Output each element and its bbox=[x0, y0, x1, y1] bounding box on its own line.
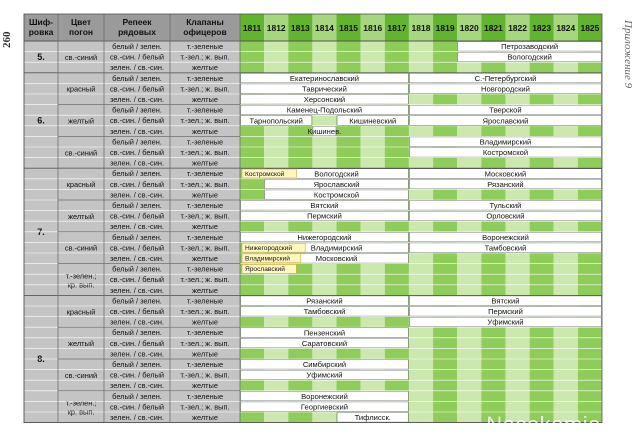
piping-cell: белый / зелен. bbox=[112, 360, 162, 369]
flaps-cell: т.-зеленые bbox=[186, 296, 224, 306]
regiment-name: Пермский bbox=[488, 307, 523, 317]
flaps-cell: т.-зеленые bbox=[186, 264, 224, 274]
regiment-name: Екатеринославский bbox=[289, 73, 360, 83]
regiment-name: Саратовский bbox=[301, 338, 348, 348]
strap-color-2: кр. вып. bbox=[67, 280, 95, 290]
flaps-cell: т.-зел.; ж. вып. bbox=[180, 116, 230, 126]
flaps-cell: т.-зеленые bbox=[186, 360, 224, 369]
regiment-name: Тамбовский bbox=[303, 307, 346, 317]
piping-cell: зелен. / св.-син. bbox=[110, 190, 164, 200]
flaps-cell: желтые bbox=[192, 254, 218, 263]
regiment-name: Кишинев. bbox=[307, 126, 342, 136]
year-label: 1822 bbox=[508, 23, 527, 33]
regiment-name: Новгородский bbox=[481, 84, 530, 94]
header-strap: погон bbox=[68, 27, 94, 37]
flaps-cell: т.-зел.; ж. вып. bbox=[180, 84, 230, 94]
cipher-code: 5. bbox=[37, 51, 45, 62]
year-label: 1815 bbox=[339, 23, 359, 33]
regiment-name: Уфимский bbox=[487, 317, 524, 327]
piping-cell: зелен. / св.-син. bbox=[110, 95, 164, 104]
piping-cell: зелен. / св.-син. bbox=[110, 254, 164, 263]
piping-cell: белый / зелен. bbox=[112, 201, 162, 210]
page-number: 260 bbox=[1, 31, 13, 48]
regiment-name: Рязанский bbox=[306, 296, 343, 306]
flaps-cell: т.-зеленые bbox=[186, 328, 224, 338]
regiment-name: Костромской bbox=[313, 190, 360, 200]
piping-cell: белый / зелен. bbox=[112, 264, 162, 274]
piping-cell: зелен. / св.-син. bbox=[110, 158, 164, 168]
strap-color: св.-синий bbox=[64, 243, 98, 253]
piping-cell: зелен. / св.-син. bbox=[110, 349, 164, 359]
regiment-name: Херсонский bbox=[303, 95, 346, 105]
regiment-name: Владимирский bbox=[479, 137, 532, 147]
regiment-name: Московский bbox=[484, 169, 527, 179]
regiment-name: Орловский bbox=[486, 211, 525, 221]
strap-color: желтый bbox=[68, 339, 94, 349]
piping-cell: зелен. / св.-син. bbox=[110, 413, 164, 422]
flaps-cell: желтые bbox=[192, 285, 218, 295]
flaps-cell: желтые bbox=[192, 63, 218, 73]
regiment-name: Вятский bbox=[310, 201, 339, 211]
flaps-cell: т.-зеленые bbox=[186, 169, 224, 179]
regiment-name: Рязанский bbox=[487, 179, 524, 189]
regiment-name: Каменец-Подольский bbox=[286, 105, 363, 115]
year-label: 1816 bbox=[363, 23, 383, 33]
header-strap: Цвет bbox=[70, 17, 92, 27]
year-label: 1817 bbox=[387, 23, 407, 33]
regiment-name: Георгиевский bbox=[300, 402, 348, 412]
year-label: 1823 bbox=[532, 23, 552, 33]
regiment-name: Таврический bbox=[302, 84, 347, 94]
cipher-code: 8. bbox=[37, 354, 45, 364]
regiment-name: Тамбовский bbox=[484, 243, 527, 253]
regiment-name: Петрозаводский bbox=[501, 42, 559, 52]
regiment-name: Вологодский bbox=[314, 169, 359, 179]
strap-color: красный bbox=[66, 84, 96, 94]
piping-cell: белый / зелен. bbox=[112, 169, 162, 179]
regiment-name: Воронежский bbox=[301, 391, 348, 401]
flaps-cell: т.-зел.; ж. вып. bbox=[180, 148, 230, 157]
year-label: 1813 bbox=[290, 23, 310, 33]
flaps-cell: желтые bbox=[192, 317, 218, 327]
strap-color: красный bbox=[66, 307, 96, 317]
flaps-cell: т.-зел.; ж. вып. bbox=[180, 307, 230, 316]
regiment-name: С.-Петербургский bbox=[474, 73, 537, 83]
flaps-cell: т.-зеленые bbox=[186, 137, 224, 147]
flaps-cell: желтые bbox=[192, 126, 218, 136]
regiment-name: Московский bbox=[315, 254, 358, 264]
strap-color: т.-зелен.; bbox=[65, 271, 97, 281]
flaps-cell: т.-зел.; ж. вып. bbox=[180, 211, 230, 221]
piping-cell: св.-син. / белый bbox=[109, 179, 165, 189]
flaps-cell: желтые bbox=[192, 413, 218, 422]
flaps-cell: т.-зеленые bbox=[186, 391, 224, 401]
year-label: 1811 bbox=[242, 23, 262, 33]
note-text: Нижегородский bbox=[245, 245, 293, 252]
regiment-name: Симбирский bbox=[302, 360, 347, 370]
year-label: 1824 bbox=[556, 23, 576, 33]
piping-cell: белый / зелен. bbox=[112, 232, 162, 242]
flaps-cell: т.-зел.; ж. вып. bbox=[180, 402, 230, 412]
flaps-cell: т.-зеленые bbox=[186, 232, 224, 242]
regiment-name: Пермский bbox=[307, 211, 342, 221]
piping-cell: св.-син. / белый bbox=[109, 148, 165, 157]
regiment-name: Ярославский bbox=[313, 179, 360, 189]
piping-cell: св.-син. / белый bbox=[109, 211, 165, 221]
piping-cell: белый / зелен. bbox=[112, 391, 162, 401]
year-label: 1825 bbox=[580, 23, 600, 33]
note-text: Костромской bbox=[245, 170, 285, 178]
strap-color: желтый bbox=[68, 116, 94, 126]
regiment-name: Ярославский bbox=[482, 116, 529, 126]
flaps-cell: т.-зел.; ж. вып. bbox=[180, 52, 230, 62]
note-text: Владимирский bbox=[245, 255, 290, 263]
year-label: 1818 bbox=[411, 23, 431, 33]
piping-cell: св.-син. / белый bbox=[109, 307, 165, 316]
regiment-name: Нижегородский bbox=[297, 232, 352, 242]
year-label: 1820 bbox=[459, 23, 479, 33]
piping-cell: зелен. / св.-син. bbox=[110, 317, 164, 327]
regiment-name: Владимирский bbox=[310, 243, 363, 253]
flaps-cell: желтые bbox=[192, 222, 218, 232]
regiment-name: Кишиневский bbox=[349, 116, 397, 126]
regiment-name: Воронежский bbox=[482, 232, 529, 242]
piping-cell: зелен. / св.-син. bbox=[110, 285, 164, 295]
flaps-cell: желтые bbox=[192, 381, 218, 391]
regiment-name: Тарнопольский bbox=[249, 116, 303, 126]
appendix-label: Приложение 9 bbox=[622, 20, 634, 89]
piping-cell: белый / зелен. bbox=[112, 105, 162, 115]
note-text: Ярославский bbox=[245, 266, 285, 274]
piping-cell: белый / зелен. bbox=[112, 73, 162, 83]
strap-color: т.-зелен.; bbox=[65, 398, 97, 408]
flaps-cell: т.-зел.; ж. вып. bbox=[180, 338, 230, 348]
piping-cell: белый / зелен. bbox=[112, 328, 162, 338]
strap-color: красный bbox=[66, 180, 96, 190]
piping-cell: св.-син. / белый bbox=[109, 338, 165, 348]
header-piping: Репеек bbox=[122, 17, 152, 27]
regiment-name: Вологодский bbox=[507, 52, 552, 62]
flaps-cell: желтые bbox=[192, 95, 218, 104]
strap-color: желтый bbox=[68, 211, 94, 221]
flaps-cell: т.-зеленые bbox=[186, 105, 224, 115]
piping-cell: зелен. / св.-син. bbox=[110, 63, 164, 73]
strap-color: св.-синий bbox=[64, 148, 98, 158]
year-label: 1814 bbox=[315, 23, 334, 33]
flaps-cell: т.-зеленые bbox=[186, 73, 224, 83]
flaps-cell: т.-зел.; ж. вып. bbox=[180, 370, 230, 380]
cipher-code: 6. bbox=[37, 115, 45, 126]
piping-cell: св.-син. / белый bbox=[109, 275, 165, 285]
year-label: 1812 bbox=[266, 23, 286, 33]
flaps-cell: желтые bbox=[192, 158, 218, 168]
strap-color-2: кр. вып. bbox=[67, 407, 95, 417]
piping-cell: св.-син. / белый bbox=[109, 402, 165, 412]
piping-cell: св.-син. / белый bbox=[109, 116, 165, 126]
regiment-name: Тульский bbox=[489, 201, 522, 211]
piping-cell: белый / зелен. bbox=[112, 137, 162, 147]
header-flaps: Клапаны bbox=[186, 17, 224, 27]
watermark: Nacekomie.ru bbox=[486, 412, 628, 437]
regiment-name: Уфимский bbox=[306, 370, 343, 380]
piping-cell: зелен. / св.-син. bbox=[110, 222, 164, 232]
header-flaps: офицеров bbox=[183, 27, 227, 37]
header-code: ровка bbox=[28, 27, 54, 37]
flaps-cell: т.-зел.; ж. вып. bbox=[180, 275, 230, 285]
piping-cell: св.-син. / белый bbox=[109, 84, 165, 94]
flaps-cell: желтые bbox=[192, 349, 218, 359]
regiment-name: Вятский bbox=[491, 296, 520, 306]
flaps-cell: т.-зел.; ж. вып. bbox=[180, 243, 230, 253]
cipher-code: 7. bbox=[37, 226, 45, 237]
piping-cell: зелен. / св.-син. bbox=[110, 381, 164, 391]
piping-cell: св.-син. / белый bbox=[109, 243, 165, 253]
strap-color: св.-синий bbox=[64, 52, 98, 62]
header-piping: рядовых bbox=[118, 27, 156, 37]
piping-cell: белый / зелен. bbox=[112, 42, 162, 51]
regiment-name: Пензенский bbox=[303, 328, 346, 338]
piping-cell: зелен. / св.-син. bbox=[110, 126, 164, 136]
regiment-name: Тверской bbox=[489, 105, 522, 115]
header-code: Шиф- bbox=[28, 17, 54, 27]
flaps-cell: т.-зеленые bbox=[186, 201, 224, 210]
regiment-name: Тифлисск. bbox=[354, 413, 391, 423]
flaps-cell: т.-зел.; ж. вып. bbox=[180, 179, 230, 189]
flaps-cell: желтые bbox=[192, 190, 218, 200]
flaps-cell: т.-зеленые bbox=[186, 42, 224, 51]
strap-color: св.-синий bbox=[64, 370, 98, 380]
year-label: 1821 bbox=[483, 23, 503, 33]
piping-cell: св.-син. / белый bbox=[109, 370, 165, 380]
piping-cell: св.-син. / белый bbox=[109, 52, 165, 62]
regiment-name: Костромской bbox=[482, 148, 529, 158]
year-label: 1819 bbox=[435, 23, 455, 33]
piping-cell: белый / зелен. bbox=[112, 296, 162, 306]
